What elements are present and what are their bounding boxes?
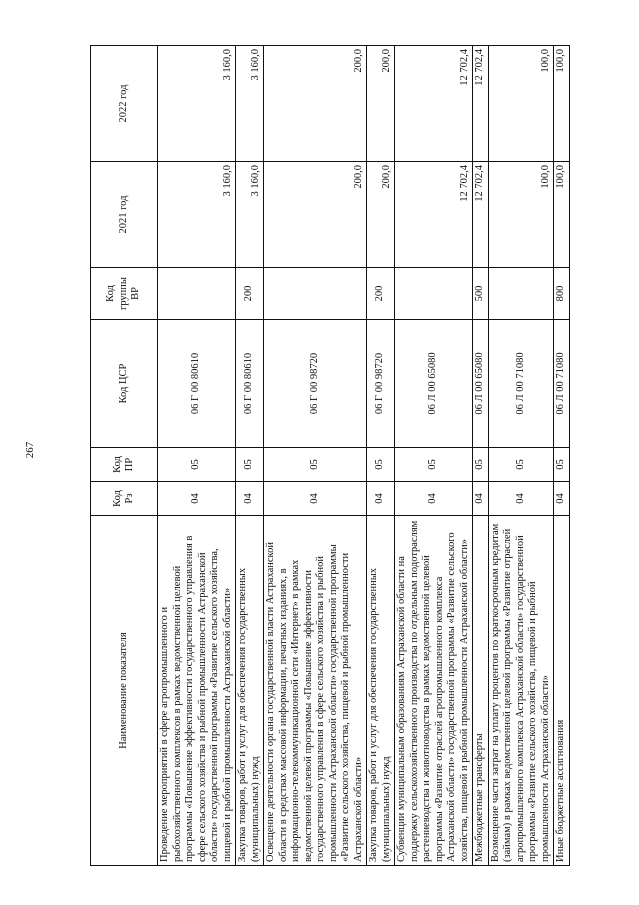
budget-table (90, 45, 570, 866)
row-pr: 05 (488, 448, 554, 482)
row-2021: 200,0 (264, 162, 367, 268)
table-row (264, 46, 367, 866)
header-pr: Код ПР (91, 448, 158, 482)
table-row (554, 46, 570, 866)
row-name: Субвенции муниципальным образованиям Астраханской области на поддержку сельскохозяйственного производства по отдельным подотраслям растениеводства и животноводства в рамках ведомственной целевой программы «Развитие отраслей агропромышленного комплекса Астраханской области» государственной программы «Развитие сельского хозяйства, пищевой и рыбной промышленности Астраханской области» (395, 516, 473, 866)
table-row (236, 46, 264, 866)
row-pr: 05 (554, 448, 570, 482)
row-pr: 05 (367, 448, 395, 482)
rotated-page (90, 46, 590, 866)
row-name: Возмещение части затрат на уплату процентов по краткосрочным кредитам (займам) в рамках ведомственной целевой программы «Развитие отраслей агропромышленного комплекса Астраханской области» государственной программы «Развитие сельского хозяйства, пищевой и рыбной промышленности Астраханской области» (488, 516, 554, 866)
row-pr: 05 (395, 448, 473, 482)
row-csr: 06 Г 00 98720 (367, 320, 395, 448)
row-rz: 04 (395, 482, 473, 516)
row-vr (488, 268, 554, 320)
row-vr: 200 (367, 268, 395, 320)
row-csr: 06 Л 00 71080 (488, 320, 554, 448)
row-name: Освещение деятельности органа государственной власти Астраханской области в средствах массовой информации, печатных изданиях, в информационно-телекоммуникационной сети «Интернет» в рамках ведомственной целевой программы «Повышение эффективности государственного управления в сфере сельского хозяйства и рыбной промышленности Астраханской области» государственной программы «Развитие сельского хозяйства, пищевой и рыбной промышленности Астраханской области» (264, 516, 367, 866)
row-pr: 05 (158, 448, 236, 482)
row-2021: 3 160,0 (236, 162, 264, 268)
row-rz: 04 (473, 482, 489, 516)
row-name: Закупка товаров, работ и услуг для обеспечения государственных (муниципальных) нужд (236, 516, 264, 866)
row-2022: 3 160,0 (236, 46, 264, 162)
row-rz: 04 (367, 482, 395, 516)
row-name: Иные бюджетные ассигнования (554, 516, 570, 866)
header-2022: 2022 год (91, 46, 158, 162)
row-2021: 12 702,4 (473, 162, 489, 268)
row-pr: 05 (236, 448, 264, 482)
table-row (488, 46, 554, 866)
row-2022: 12 702,4 (395, 46, 473, 162)
row-2022: 200,0 (264, 46, 367, 162)
row-rz: 04 (488, 482, 554, 516)
table-row (367, 46, 395, 866)
row-rz: 04 (554, 482, 570, 516)
table-row (158, 46, 236, 866)
row-2021: 3 160,0 (158, 162, 236, 268)
row-rz: 04 (236, 482, 264, 516)
row-vr (264, 268, 367, 320)
row-2022: 200,0 (367, 46, 395, 162)
row-vr: 200 (236, 268, 264, 320)
header-name: Наименование показателя (91, 516, 158, 866)
row-csr: 06 Л 00 65080 (473, 320, 489, 448)
row-csr: 06 Г 00 98720 (264, 320, 367, 448)
table-row (395, 46, 473, 866)
row-vr: 500 (473, 268, 489, 320)
row-csr: 06 Г 00 80610 (158, 320, 236, 448)
row-2021: 100,0 (554, 162, 570, 268)
table-row (473, 46, 489, 866)
header-rz: Код Рз (91, 482, 158, 516)
row-2021: 12 702,4 (395, 162, 473, 268)
row-2022: 3 160,0 (158, 46, 236, 162)
row-name: Межбюджетные трансферты (473, 516, 489, 866)
row-2021: 100,0 (488, 162, 554, 268)
row-2021: 200,0 (367, 162, 395, 268)
header-2021: 2021 год (91, 162, 158, 268)
row-vr (395, 268, 473, 320)
row-pr: 05 (264, 448, 367, 482)
row-rz: 04 (264, 482, 367, 516)
page-number: 267 (24, 441, 36, 459)
row-csr: 06 Л 00 65080 (395, 320, 473, 448)
table-container (90, 46, 590, 866)
row-csr: 06 Л 00 71080 (554, 320, 570, 448)
row-2022: 12 702,4 (473, 46, 489, 162)
table-header-row (91, 46, 158, 866)
row-rz: 04 (158, 482, 236, 516)
header-csr: Код ЦСР (91, 320, 158, 448)
row-csr: 06 Г 00 80610 (236, 320, 264, 448)
row-2022: 100,0 (488, 46, 554, 162)
row-name: Закупка товаров, работ и услуг для обеспечения государственных (муниципальных) нужд (367, 516, 395, 866)
row-vr (158, 268, 236, 320)
row-2022: 100,0 (554, 46, 570, 162)
row-vr: 800 (554, 268, 570, 320)
row-name: Проведение мероприятий в сфере агропромышленного и рыбохозяйственного комплексов в рамках ведомственной целевой программы «Повышение эффективности государственного управления в сфере сельского хозяйства и рыбной промышленности Астраханской области» государственной программы «Развитие сельского хозяйства, пищевой и рыбной промышленности Астраханской области» (158, 516, 236, 866)
row-pr: 05 (473, 448, 489, 482)
header-vr: Код группы ВР (91, 268, 158, 320)
